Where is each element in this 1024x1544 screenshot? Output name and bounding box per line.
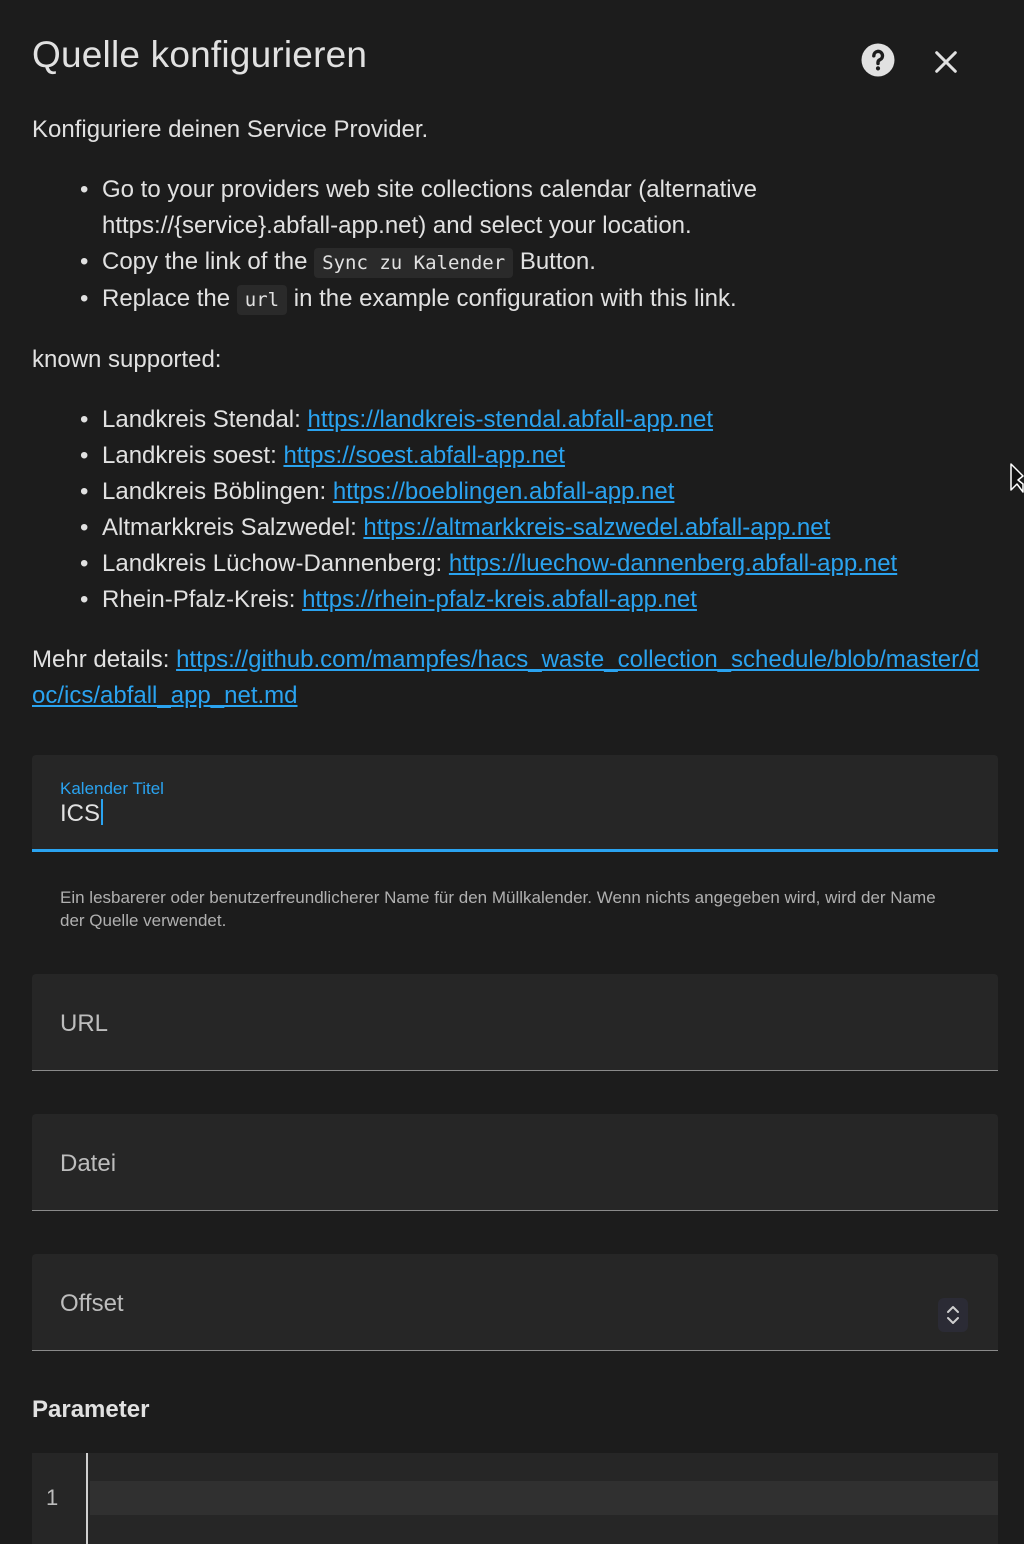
inline-code-url: url <box>237 285 287 315</box>
calendar-title-field[interactable] <box>32 755 998 852</box>
provider-link[interactable]: https://luechow-dannenberg.abfall-app.net <box>448 550 898 577</box>
calendar-title-input[interactable]: ICS <box>60 799 103 828</box>
dialog-header <box>32 34 1000 84</box>
provider-link[interactable]: https://rhein-pfalz-kreis.abfall-app.net <box>302 586 697 613</box>
parameter-code-editor[interactable] <box>32 1453 998 1544</box>
provider-item: • Rhein-Pfalz-Kreis: https://rhein-pfalz-kreis.abfall-app.net <box>80 582 992 618</box>
help-circle-icon[interactable] <box>860 42 896 78</box>
offset-field[interactable] <box>32 1254 998 1351</box>
provider-item: • Landkreis soest: https://soest.abfall-app.net <box>80 438 992 474</box>
dialog-title: Quelle konfigurieren <box>32 34 368 75</box>
inline-code-sync: Sync zu Kalender <box>314 248 513 278</box>
offset-label: Offset <box>60 1290 124 1317</box>
url-label: URL <box>60 1010 109 1037</box>
field-underline <box>32 1350 998 1351</box>
field-underline <box>32 849 998 852</box>
instruction-step-2: • Copy the link of the Sync zu Kalender Button. <box>80 244 992 281</box>
instructions-list <box>32 172 992 318</box>
close-icon[interactable] <box>930 46 962 78</box>
line-number: 1 <box>46 1485 59 1510</box>
provider-item: • Landkreis Lüchow-Dannenberg: https://luechow-dannenberg.abfall-app.net <box>80 546 992 582</box>
mouse-pointer-icon <box>1010 462 1024 498</box>
provider-item: • Altmarkkreis Salzwedel: https://altmarkkreis-salzwedel.abfall-app.net <box>80 510 992 546</box>
provider-item: • Landkreis Stendal: https://landkreis-stendal.abfall-app.net <box>80 402 992 438</box>
more-details: Mehr details: https://github.com/mampfes/hacs_waste_collection_schedule/blob/master/doc/ics/abfall_app_net.md <box>32 646 980 709</box>
text-caret <box>101 799 103 825</box>
parameter-heading: Parameter <box>32 1396 150 1423</box>
intro-text: Konfiguriere deinen Service Provider. <box>32 116 429 143</box>
line-number-gutter <box>32 1453 88 1544</box>
providers-list <box>32 402 992 618</box>
chevron-up-down-icon[interactable] <box>938 1298 968 1332</box>
known-supported-label: known supported: <box>32 346 222 373</box>
provider-link[interactable]: https://landkreis-stendal.abfall-app.net <box>307 406 714 433</box>
instruction-step-3: • Replace the url in the example configuration with this link. <box>80 281 992 318</box>
file-field[interactable] <box>32 1114 998 1211</box>
instruction-step-1: • Go to your providers web site collections calendar (alternative https://{service}.abfall-app.net) and select your location. <box>80 172 992 244</box>
active-line-highlight <box>90 1481 998 1515</box>
provider-link[interactable]: https://boeblingen.abfall-app.net <box>332 478 675 505</box>
more-details-link[interactable]: https://github.com/mampfes/hacs_waste_collection_schedule/blob/master/doc/ics/abfall_app_net.md <box>32 646 980 709</box>
field-underline <box>32 1070 998 1071</box>
provider-link[interactable]: https://soest.abfall-app.net <box>283 442 565 469</box>
calendar-title-label: Kalender Titel <box>60 779 164 798</box>
file-label: Datei <box>60 1150 117 1177</box>
field-underline <box>32 1210 998 1211</box>
url-field[interactable] <box>32 974 998 1071</box>
provider-link[interactable]: https://altmarkkreis-salzwedel.abfall-app.net <box>363 514 831 541</box>
description <box>32 112 992 738</box>
provider-item: • Landkreis Böblingen: https://boeblingen.abfall-app.net <box>80 474 992 510</box>
calendar-title-helper: Ein lesbarerer oder benutzerfreundlicherer Name für den Müllkalender. Wenn nichts angegeben wird, wird der Name der Quelle verwendet. <box>60 888 936 930</box>
